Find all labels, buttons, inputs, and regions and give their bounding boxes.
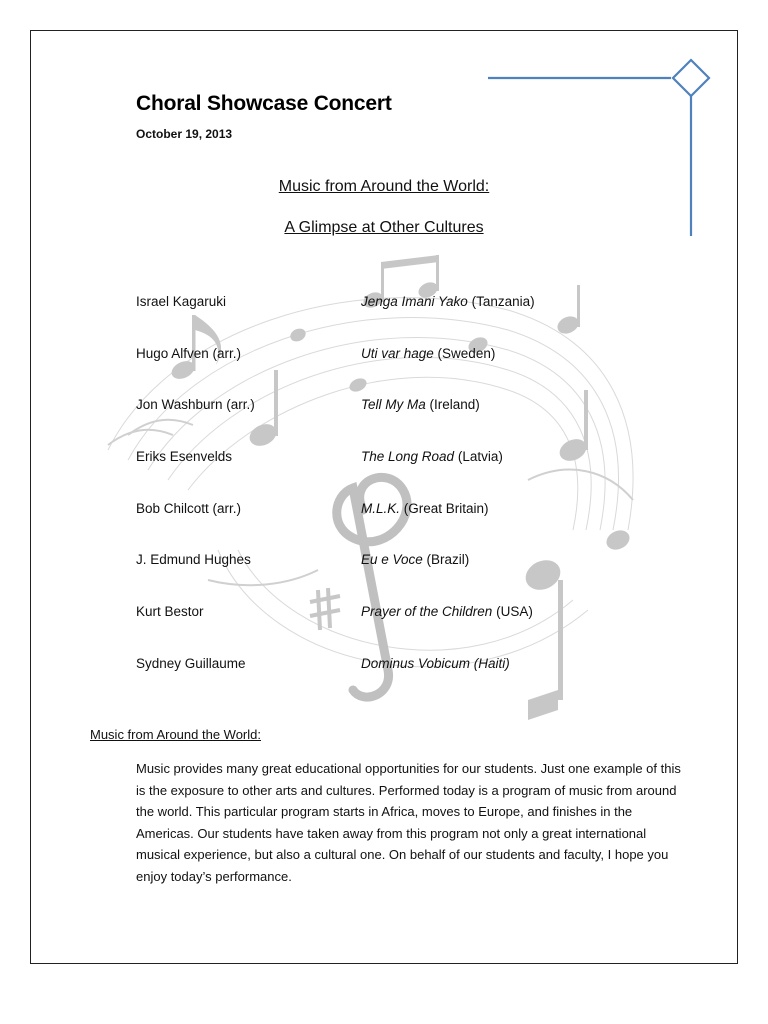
piece	[361, 656, 510, 671]
composer-name: Kurt Bestor	[136, 604, 204, 620]
diamond-corner-icon	[486, 58, 716, 243]
subtitle-line-2: A Glimpse at Other Cultures	[284, 219, 484, 236]
piece-title: Tell My Ma	[361, 397, 426, 413]
piece	[361, 346, 495, 361]
piece-country: (USA)	[492, 604, 533, 620]
program-list	[136, 294, 616, 708]
composer-name: Sydney Guillaume	[136, 655, 246, 671]
piece	[361, 294, 535, 309]
program-row	[136, 552, 616, 604]
subtitle-line-1: Music from Around the World:	[278, 178, 490, 195]
program-row	[136, 501, 616, 553]
piece	[361, 552, 469, 567]
notes-body: Music provides many great educational opportunities for our students. Just one example of this is the exposure to other arts and cultures. Performed today is a program of music from around the world. This particular program starts in Africa, moves to Europe, and finishes in the Americas. Our students have taken away from this program not only a great international musical experience, but also a cultural one. On behalf of our students and faculty, I hope you enjoy today’s performance.	[136, 761, 681, 884]
composer-name: Eriks Esenvelds	[136, 449, 233, 465]
piece	[361, 397, 480, 412]
program-row	[136, 604, 616, 656]
program-row	[136, 449, 616, 501]
program-row	[136, 397, 616, 449]
piece	[361, 604, 533, 619]
piece	[361, 449, 503, 464]
composer-name: Bob Chilcott (arr.)	[136, 500, 242, 516]
piece-country: (Great Britain)	[400, 500, 489, 516]
composer-name: Jon Washburn (arr.)	[136, 397, 255, 413]
piece-title: Dominus Vobicum (Haiti)	[361, 655, 510, 671]
piece-title: Prayer of the Children	[361, 604, 493, 620]
concert-title: Choral Showcase Concert	[136, 92, 392, 115]
composer-name: Hugo Alfven (arr.)	[136, 345, 242, 361]
piece-country: (Brazil)	[422, 552, 470, 568]
program-row	[136, 294, 616, 346]
piece-title: The Long Road	[361, 449, 455, 465]
composer-name: Israel Kagaruki	[136, 294, 227, 309]
piece-title: Jenga Imani Yako	[361, 294, 468, 309]
piece	[361, 501, 489, 516]
piece-title: M.L.K.	[361, 500, 401, 516]
program-row	[136, 346, 616, 398]
composer-name: J. Edmund Hughes	[136, 552, 251, 568]
piece-title: Uti var hage	[361, 345, 434, 361]
notes-heading: Music from Around the World:	[90, 727, 261, 742]
piece-country: (Ireland)	[425, 397, 480, 413]
piece-country: (Tanzania)	[467, 294, 535, 309]
program-row	[136, 656, 616, 708]
piece-country: (Sweden)	[433, 345, 496, 361]
piece-title: Eu e Voce	[361, 552, 423, 568]
concert-date: October 19, 2013	[136, 127, 233, 141]
piece-country: (Latvia)	[454, 449, 503, 465]
